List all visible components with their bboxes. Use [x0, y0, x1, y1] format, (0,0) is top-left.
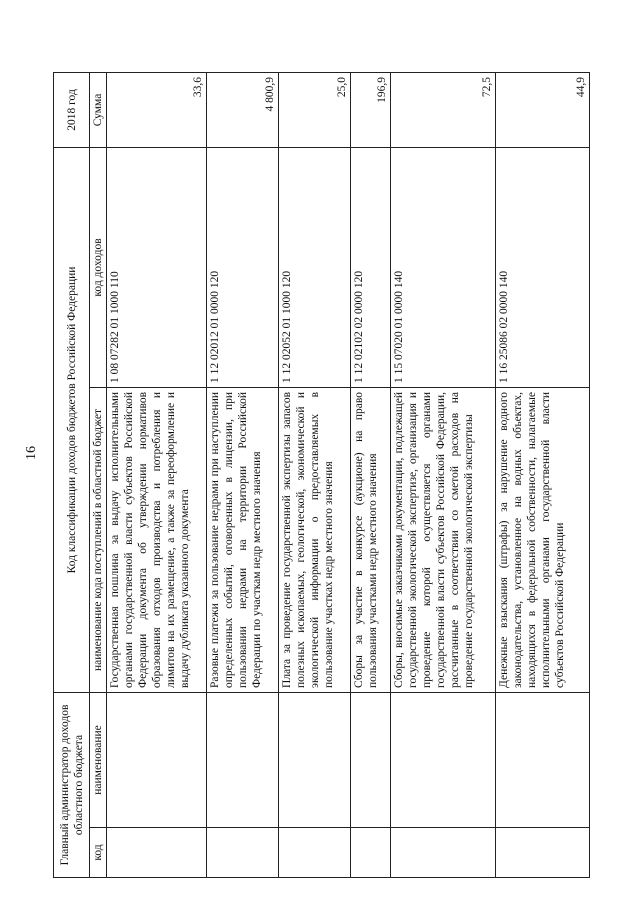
row-name: [350, 692, 390, 827]
row-income-name: Плата за проведение государственной экспертизы запасов полезных ископаемых, геологической, экономической и экологической информации о предоставляемых в пользование участках недр местного значения: [278, 387, 350, 692]
table-row: [495, 72, 589, 877]
header-row-2: [89, 72, 106, 877]
row-sum: 33,6: [106, 72, 206, 147]
row-sum: 72,5: [390, 72, 495, 147]
row-name: [495, 692, 589, 827]
row-sum: 4 800,9: [206, 72, 278, 147]
row-code: [106, 827, 206, 877]
row-code: [278, 827, 350, 877]
row-income-name: Сборы, вносимые заказчиками документации, подлежащей государственной экологической экспертизе, организация и проведение которой осуществляется органами государственной власти субъектов Российской Федерации, рассчитанные в соответствии со сметой расходов на проведение государственной экологической экспертизы: [390, 387, 495, 692]
row-code: [206, 827, 278, 877]
row-name: [390, 692, 495, 827]
row-income-code: 1 12 02012 01 0000 120: [206, 147, 278, 387]
row-code: [495, 827, 589, 877]
row-income-name: Денежные взыскания (штрафы) за нарушение водного законодательства, установленное на водных объектах, находящихся в федеральной собственности, налагаемые исполнительными органами государственной власти субъектов Российской Федерации: [495, 387, 589, 692]
row-income-code: 1 16 25086 02 0000 140: [495, 147, 589, 387]
table-row: [206, 72, 278, 877]
header-admin-group: Главный администратор доходов областного бюджета: [53, 692, 89, 877]
row-code: [390, 827, 495, 877]
row-name: [278, 692, 350, 827]
header-year: 2018 год: [53, 72, 89, 147]
header-income-code: код доходов: [89, 147, 106, 387]
row-name: [206, 692, 278, 827]
header-income-name: наименование кода поступлений в областной бюджет: [89, 387, 106, 692]
header-classification-group: Код классификации доходов бюджетов Российской Федерации: [53, 147, 89, 692]
table-row: [278, 72, 350, 877]
row-income-name: Сборы за участие в конкурсе (аукционе) на право пользования участками недр местного значения: [350, 387, 390, 692]
header-code: код: [89, 827, 106, 877]
page-number: 16: [24, 446, 39, 460]
row-income-code: 1 08 07282 01 1000 110: [106, 147, 206, 387]
header-row-1: [53, 72, 89, 877]
row-income-name: Разовые платежи за пользование недрами при наступлении определенных событий, оговоренных в лицензии, при пользовании недрами на территории Российской Федерации по участкам недр местного значения: [206, 387, 278, 692]
row-sum: 25,0: [278, 72, 350, 147]
row-code: [350, 827, 390, 877]
table-row: [350, 72, 390, 877]
table-row: [390, 72, 495, 877]
table-row: [106, 72, 206, 877]
row-sum: 196,9: [350, 72, 390, 147]
header-sum: Сумма: [89, 72, 106, 147]
row-income-code: 1 12 02052 01 1000 120: [278, 147, 350, 387]
income-classification-table: [53, 71, 590, 877]
row-income-code: 1 12 02102 02 0000 120: [350, 147, 390, 387]
row-sum: 44,9: [495, 72, 589, 147]
header-name: наименование: [89, 692, 106, 827]
row-income-code: 1 15 07020 01 0000 140: [390, 147, 495, 387]
rotated-table-sheet: [53, 73, 588, 878]
row-income-name: Государственная пошлина за выдачу исполнительными органами государственной власти субъектов Российской Федерации документа об утверждении нормативов образования отходов производства и потребления и лимитов на их размещение, а также за переоформление и выдачу дубликата указанного документа: [106, 387, 206, 692]
row-name: [106, 692, 206, 827]
